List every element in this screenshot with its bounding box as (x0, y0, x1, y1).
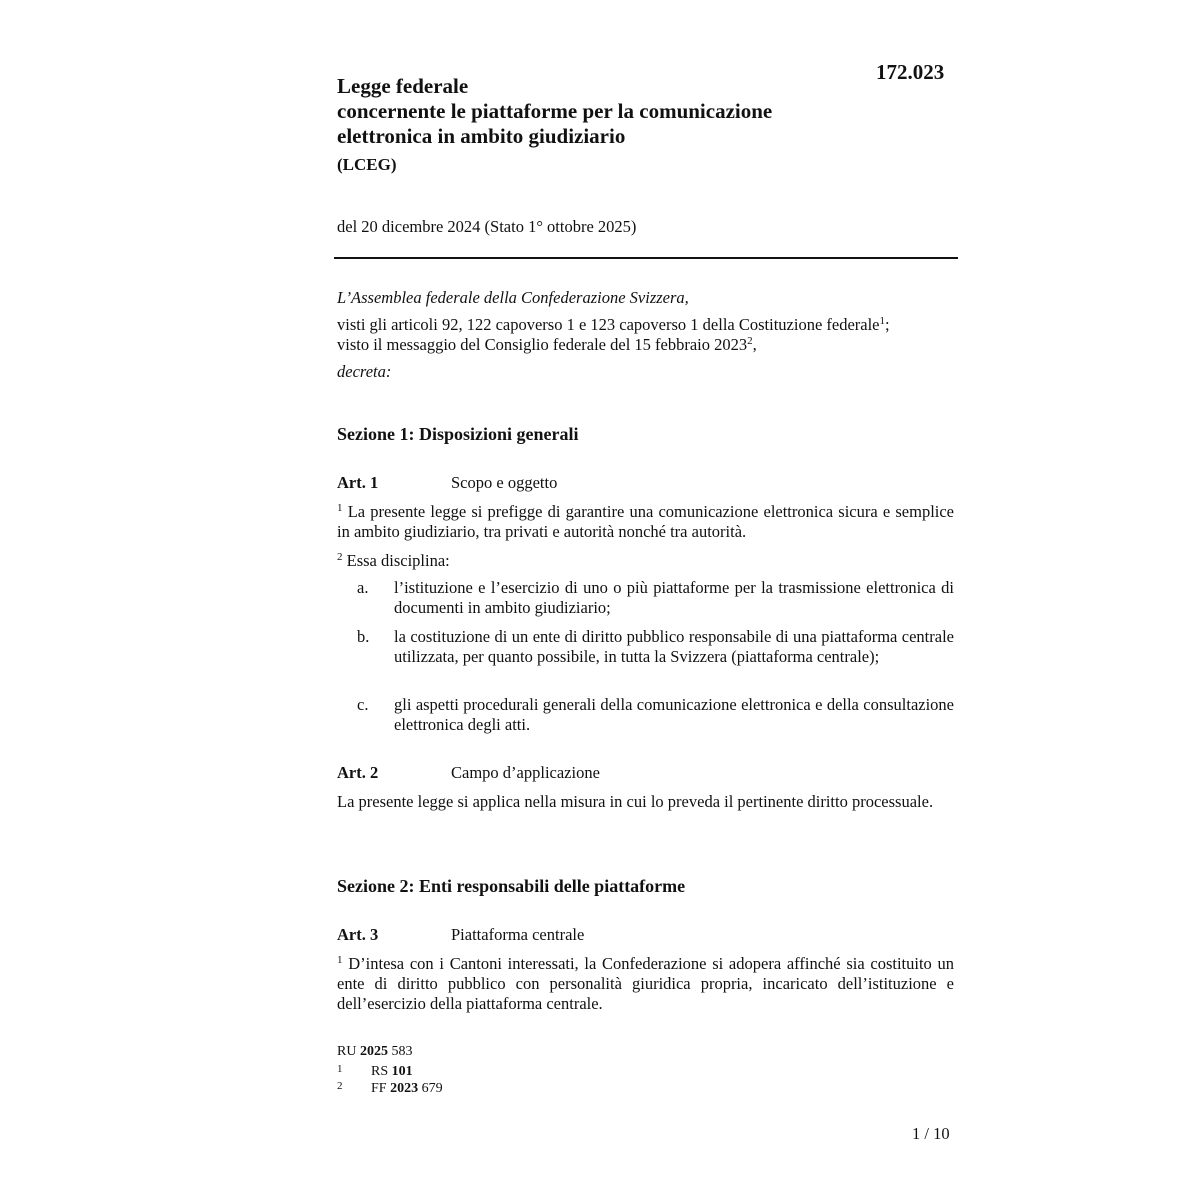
article-number: Art. 3 (337, 925, 379, 944)
list-item-c (357, 695, 954, 735)
article-1-heading (337, 473, 557, 493)
footnote-2: 2 FF 2023 679 (337, 1080, 443, 1096)
document-title (337, 74, 772, 149)
footnote-1: 1 RS 101 (337, 1063, 413, 1079)
sr-number: 172.023 (876, 60, 945, 84)
preamble-line-1: visti gli articoli 92, 122 capoverso 1 e 123 capoverso 1 della Costituzione federale$^1$; (337, 315, 890, 334)
article-3-paragraph-1: $^1$ D’intesa con i Cantoni interessati, la Confederazione si adopera affinché sia costituito un ente di diritto pubblico con personalità giuridica propria, incaricato dell’istituzione e dell’esercizio della piattaforma centrale. (337, 954, 955, 1013)
section-1-heading: Sezione 1: Disposizioni generali (337, 424, 579, 444)
article-1-paragraph-2: $^2$ Essa disciplina: (337, 551, 450, 570)
enactment-date: del 20 dicembre 2024 (Stato 1° ottobre 2025) (337, 217, 637, 236)
list-text: gli aspetti procedurali generali della comunicazione elettronica e della consultazione elettronica degli atti. (394, 695, 954, 734)
list-text: l’istituzione e l’esercizio di uno o più piattaforme per la trasmissione elettronica di documenti in ambito giudiziario; (394, 578, 954, 617)
footnote-ref-1[interactable]: 1 (879, 315, 886, 327)
preamble-assembly: L’Assemblea federale della Confederazione Svizzera, (337, 288, 689, 307)
article-2-text: La presente legge si applica nella misura in cui lo preveda il pertinente diritto processuale. (337, 792, 934, 811)
list-letter: b. (357, 627, 370, 646)
footnote-number: 2 (337, 1080, 343, 1092)
preamble-decree: decreta: (337, 362, 392, 381)
footnote-number: 1 (337, 1063, 343, 1075)
paragraph-number: 2 (337, 551, 343, 563)
paragraph-number: 1 (337, 502, 343, 514)
title-divider (334, 257, 958, 259)
ru-reference: RU 2025 583 (337, 1044, 413, 1059)
paragraph-number: 1 (337, 954, 343, 966)
article-title: Piattaforma centrale (451, 925, 585, 944)
article-title: Scopo e oggetto (451, 473, 558, 492)
section-2-heading: Sezione 2: Enti responsabili delle piattaforme (337, 876, 686, 896)
list-item-a (357, 578, 954, 618)
list-letter: c. (357, 695, 369, 714)
title-line-3: elettronica in ambito giudiziario (337, 124, 626, 148)
title-line-2: concernente le piattaforme per la comunicazione (337, 99, 773, 123)
article-3-heading (337, 925, 584, 945)
title-line-1: Legge federale (337, 74, 469, 98)
footnote-ref-2[interactable]: 2 (747, 335, 753, 347)
preamble-line-2: visto il messaggio del Consiglio federale del 15 febbraio 2023$^2$, (337, 335, 757, 354)
page-number: 1 / 10 (912, 1124, 950, 1143)
list-text: la costituzione di un ente di diritto pubblico responsabile di una piattaforma centrale utilizzata, per quanto possibile, in tutta la Svizzera (piattaforma centrale); (394, 627, 954, 666)
abbreviation: (LCEG) (337, 155, 397, 174)
list-item-b (357, 627, 954, 667)
article-1-paragraph-1: $^1$ La presente legge si prefigge di garantire una comunicazione elettronica sicura e semplice in ambito giudiziario, tra privati e autorità nonché tra autorità. (337, 502, 955, 541)
article-number: Art. 2 (337, 763, 379, 782)
article-number: Art. 1 (337, 473, 379, 492)
article-2-heading (337, 763, 600, 783)
article-title: Campo d’applicazione (451, 763, 600, 782)
list-letter: a. (357, 578, 369, 597)
